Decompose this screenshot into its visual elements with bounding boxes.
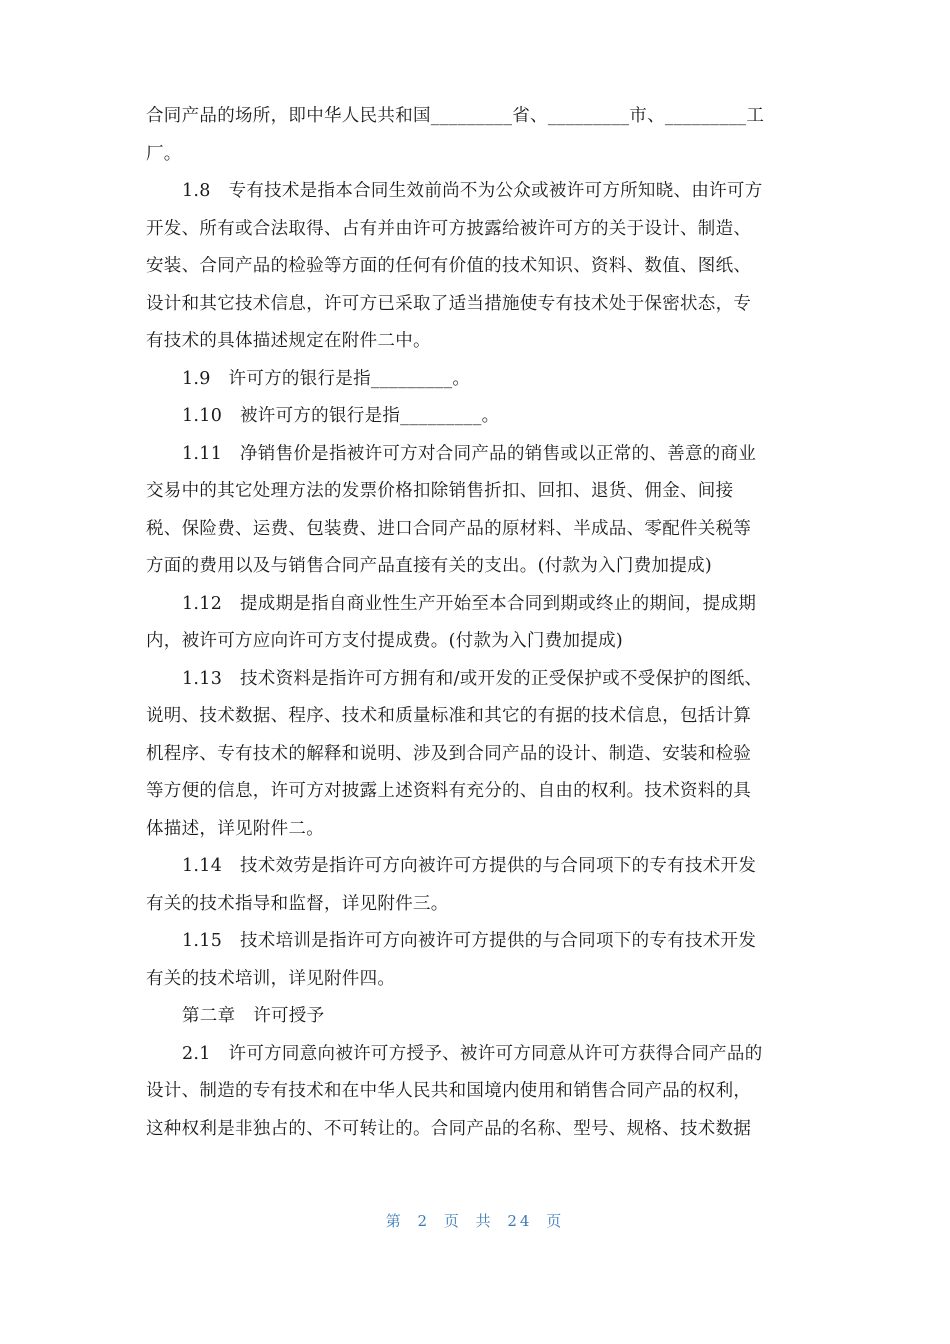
text-line: 说明、技术数据、程序、技术和质量标准和其它的有据的技术信息，包括计算 — [146, 706, 752, 726]
clause-1-15: 1.15 技术培训是指许可方向被许可方提供的与合同项下的专有技术开发 — [182, 931, 757, 951]
page-number-footer: 第 2 页 共 24 页 — [385, 1212, 565, 1230]
text-line: 设计和其它技术信息，许可方已采取了适当措施使专有技术处于保密状态，专 — [146, 293, 752, 314]
text-line: 等方便的信息，许可方对披露上述资料有充分的、自由的权利。技术资料的具 — [146, 781, 752, 801]
text-line: 厂。 — [146, 143, 182, 164]
text-line: 税、保险费、运费、包装费、进口合同产品的原材料、半成品、零配件关税等 — [146, 518, 752, 539]
chapter-heading: 第二章 许可授予 — [182, 1006, 325, 1026]
clause-1-10: 1.10 被许可方的银行是指_________。 — [182, 406, 500, 426]
text-line: 有关的技术指导和监督，详见附件三。 — [146, 893, 449, 914]
text-line: 这种权利是非独占的、不可转让的。合同产品的名称、型号、规格、技术数据 — [146, 1118, 752, 1139]
clause-1-9: 1.9 许可方的银行是指_________。 — [182, 368, 471, 389]
text-line: 设计、制造的专有技术和在中华人民共和国境内使用和销售合同产品的权利， — [146, 1081, 752, 1101]
text-line: 方面的费用以及与销售合同产品直接有关的支出。(付款为入门费加提成) — [146, 556, 713, 576]
text-line: 开发、所有或合法取得、占有并由许可方披露给被许可方的关于设计、制造、 — [146, 218, 752, 239]
text-line: 有关的技术培训，详见附件四。 — [146, 968, 396, 989]
document-body — [146, 98, 810, 1148]
text-line: 合同产品的场所，即中华人民共和国_________省、_________市、_________工 — [146, 106, 765, 126]
text-line: 交易中的其它处理方法的发票价格扣除销售折扣、回扣、退货、佣金、间接 — [146, 481, 734, 501]
clause-1-11: 1.11 净销售价是指被许可方对合同产品的销售或以正常的、善意的商业 — [182, 443, 757, 464]
clause-2-1: 2.1 许可方同意向被许可方授予、被许可方同意从许可方获得合同产品的 — [182, 1043, 763, 1064]
text-line: 机程序、专有技术的解释和说明、涉及到合同产品的设计、制造、安装和检验 — [146, 743, 752, 764]
clause-1-13: 1.13 技术资料是指许可方拥有和/或开发的正受保护或不受保护的图纸、 — [182, 668, 763, 689]
clause-1-12: 1.12 提成期是指自商业性生产开始至本合同到期或终止的期间，提成期 — [182, 593, 757, 614]
clause-1-8: 1.8 专有技术是指本合同生效前尚不为公众或被许可方所知晓、由许可方 — [182, 181, 763, 201]
clause-1-14: 1.14 技术效劳是指许可方向被许可方提供的与合同项下的专有技术开发 — [182, 856, 757, 876]
text-line: 有技术的具体描述规定在附件二中。 — [146, 331, 431, 351]
text-line: 体描述，详见附件二。 — [146, 818, 324, 839]
text-line: 安装、合同产品的检验等方面的任何有价值的技术知识、资料、数值、图纸、 — [146, 256, 752, 276]
text-line: 内，被许可方应向许可方支付提成费。(付款为入门费加提成) — [146, 631, 624, 651]
